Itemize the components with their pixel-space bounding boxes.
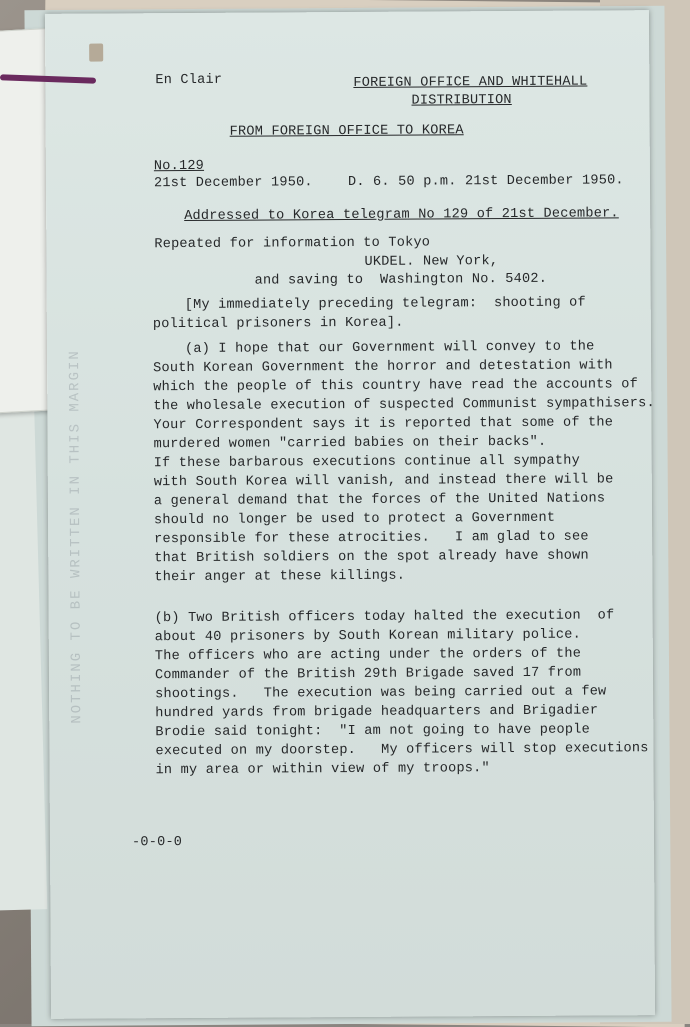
para-b-line: executed on my doorstep. My officers will stop executions bbox=[155, 741, 649, 760]
intro-line1: [My immediately preceding telegram: shooting of bbox=[184, 295, 586, 314]
para-b-line: Brodie said tonight: "I am not going to have people bbox=[155, 722, 590, 741]
distribution-line1: FOREIGN OFFICE AND WHITEHALL bbox=[353, 74, 588, 91]
telegram-number: No.129 bbox=[153, 158, 205, 175]
para-b-line: The officers who are acting under the orders of the bbox=[154, 646, 582, 665]
end-mark: -0-0-0 bbox=[131, 835, 183, 851]
repeated-line1: Repeated for information to Tokyo bbox=[154, 235, 431, 253]
para-a-line: the wholesale execution of suspected Communist sympathisers. bbox=[153, 396, 655, 415]
para-a-line: should no longer be used to protect a Government bbox=[153, 510, 556, 529]
para-b-line: hundred yards from brigade headquarters and Brigadier bbox=[155, 703, 599, 722]
intro-line2: political prisoners in Korea]. bbox=[152, 315, 404, 333]
para-a-line: If these barbarous executions continue all sympathy bbox=[153, 453, 580, 472]
repeated-line2: UKDEL. New York, bbox=[364, 254, 499, 270]
para-b-line: Commander of the British 29th Brigade saved 17 from bbox=[154, 665, 582, 684]
distribution-line2: DISTRIBUTION bbox=[411, 93, 512, 109]
para-a-line: which the people of this country have read the accounts of bbox=[153, 377, 639, 396]
para-a-line: a general demand that the forces of the United Nations bbox=[153, 491, 606, 510]
para-a-line: (a) I hope that our Government will convey to the bbox=[184, 339, 595, 358]
telegram-date: 21st December 1950. bbox=[153, 175, 313, 192]
repeated-line3: and saving to Washington No. 5402. bbox=[254, 271, 548, 289]
despatch-time: D. 6. 50 p.m. 21st December 1950. bbox=[347, 173, 624, 191]
para-a-line: murdered women "carried babies on their backs". bbox=[153, 434, 547, 453]
para-a-line: that British soldiers on the spot already have shown bbox=[154, 548, 589, 567]
para-a-line: with South Korea will vanish, and instead there will be bbox=[153, 472, 614, 491]
telegram-page bbox=[45, 10, 655, 1019]
addressed-line: Addressed to Korea telegram No 129 of 21st December. bbox=[184, 206, 619, 225]
punch-tear bbox=[89, 43, 103, 61]
para-b-line: (b) Two British officers today halted the execution of bbox=[154, 608, 615, 627]
margin-watermark: NOTHING TO BE WRITTEN IN THIS MARGIN bbox=[66, 349, 86, 724]
para-a-line: their anger at these killings. bbox=[154, 568, 406, 586]
para-b-line: about 40 prisoners by South Korean military police. bbox=[154, 627, 582, 646]
para-a-line: South Korean Government the horror and detestation with bbox=[153, 358, 613, 377]
para-a-line: Your Correspondent says it is reported that some of the bbox=[153, 415, 614, 434]
para-b-line: in my area or within view of my troops." bbox=[155, 761, 490, 779]
para-b-line: shootings. The execution was being carried out a few bbox=[155, 684, 607, 703]
para-a-line: responsible for these atrocities. I am glad to see bbox=[154, 529, 589, 548]
heading: FROM FOREIGN OFFICE TO KOREA bbox=[229, 123, 464, 140]
classification: En Clair bbox=[155, 72, 223, 89]
